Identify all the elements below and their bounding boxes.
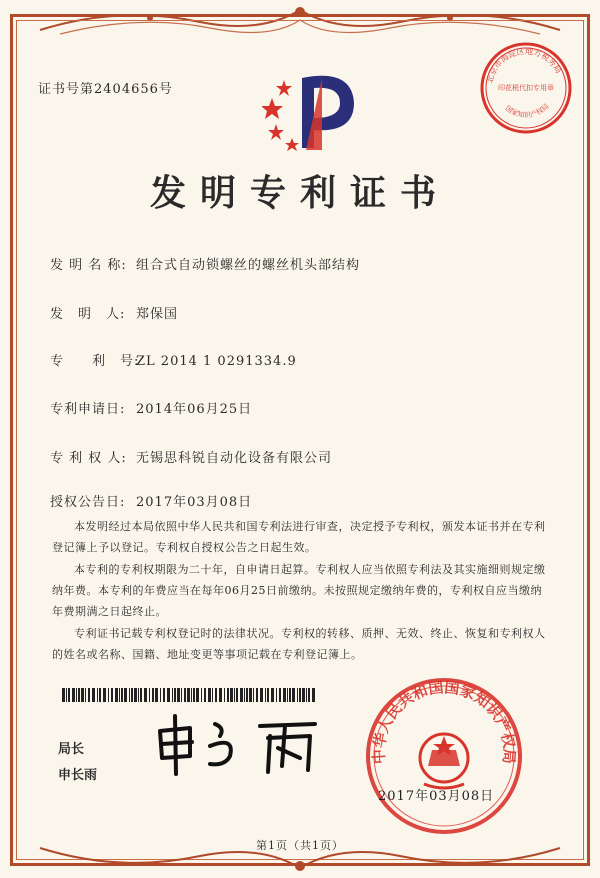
barcode-bar [140,688,142,702]
barcode-bar [66,688,67,702]
field-patentee [50,447,332,466]
barcode-bar [103,688,106,702]
field-label: 授权公告日: [50,495,126,510]
barcode-bar [152,688,154,702]
barcode-bar [306,688,307,702]
barcode-bar [212,688,213,702]
field-label: 专 利 号: [50,354,140,369]
tax-stamp-bottom-text: 国家知识产权局 [503,102,551,120]
barcode-bar [174,688,176,702]
barcode-bar [85,688,86,702]
barcode-bar [191,688,192,702]
barcode-bar [134,688,137,702]
paragraph-legal-status: 专利证书记载专利权登记时的法律状况。专利权的转移、质押、无效、终止、恢复和专利权人的姓名或名称、国籍、地址变更等事项记载在专利登记簿上。 [52,627,546,661]
barcode-bar [249,688,252,702]
barcode-bar [297,688,298,702]
barcode-bar [208,688,211,702]
field-value: 2014年06月25日 [136,402,253,417]
barcode-bar [302,688,305,702]
barcode-bar [155,688,158,702]
barcode-bar [129,688,130,702]
barcode-bar [283,688,286,702]
barcode-bar [72,688,75,702]
barcode-bar [99,688,101,702]
svg-text:国家知识产权局 [504,102,551,119]
barcode-bar [68,688,70,702]
seal-text: 中华人民共和国国家知识产权局 [369,678,519,765]
field-value: 组合式自动锁螺丝的螺丝机头部结构 [136,258,361,273]
field-application-date [50,398,252,417]
seal-date: 2017年03月08日 [378,789,495,804]
director-signature [150,706,330,780]
barcode-bar [160,688,161,702]
barcode-bar [308,688,310,702]
barcode-bar [312,688,315,702]
barcode-bar [81,688,84,702]
cnipa-logo-icon [262,58,362,158]
barcode-bar [253,688,254,702]
barcode-bar [108,688,109,702]
barcode-bar [163,688,165,702]
barcode-bar [240,688,243,702]
barcode-bar [224,688,225,702]
certificate-body [52,516,552,666]
barcode-bar [76,688,77,702]
barcode-bar [219,688,222,702]
field-value: 2017年03月08日 [136,495,253,510]
field-label: 发 明 名 称: [50,258,127,273]
barcode-bar [177,688,180,702]
barcode-bar [121,688,123,702]
director-title: 局长 [58,742,85,757]
barcode-bar [265,688,266,702]
barcode-bar [201,688,202,702]
barcode-bar [244,688,245,702]
barcode-bar [111,688,113,702]
barcode-bar [227,688,229,702]
office-seal [364,676,524,836]
barcode-bar [115,688,118,702]
barcode-bar [234,688,235,702]
page-footer: 第1页（共1页） [256,839,344,852]
barcode-bar [138,688,139,702]
barcode-bar [92,688,95,702]
barcode-bar [289,688,291,702]
barcode-bar [292,688,295,702]
tax-stamp-inner-text: 印花税代扣专用章 [498,84,554,92]
barcode-bar [144,688,147,702]
barcode-bar [167,688,170,702]
barcode-bar [172,688,173,702]
tax-stamp-seal [478,40,574,136]
barcode-bar [246,688,248,702]
barcode-bar [97,688,98,702]
paragraph-grant: 本发明经过本局依照中华人民共和国专利法进行审查，决定授予专利权，颁发本证书并在专利登记簿上予以登记。专利权自授权公告之日起生效。 [52,520,546,554]
field-patent-number [50,350,297,369]
barcode-bar [287,688,288,702]
director-name: 申长雨 [58,768,98,783]
barcode-bar [119,688,120,702]
barcode-bar [88,688,90,702]
barcode-bar [279,688,281,702]
barcode-bar [271,688,274,702]
field-label: 专 利 权 人: [50,451,127,466]
barcode-bar [236,688,238,702]
barcode-bar [215,688,217,702]
field-value: ZL 2014 1 0291334.9 [136,354,297,369]
field-grant-date [50,491,252,510]
barcode-bar [184,688,186,702]
certificate-title: 发明专利证书 [149,172,450,214]
barcode-bar [260,688,263,702]
barcode-bar [62,688,65,702]
barcode [62,688,318,702]
barcode-bar [299,688,301,702]
barcode-bar [131,688,133,702]
barcode-bar [181,688,182,702]
barcode-bar [193,688,195,702]
barcode-bar [276,688,277,702]
barcode-bar [256,688,258,702]
tax-stamp-outer-text: 北京市海淀区地方税务局 [485,46,564,85]
barcode-bar [196,688,199,702]
field-label: 专利申请日: [50,402,126,417]
field-invention-name [50,254,360,273]
barcode-bar [230,688,233,702]
field-label: 发 明 人: [50,307,126,322]
field-inventor [50,303,178,322]
paragraph-term: 本专利的专利权期限为二十年，自申请日起算。专利权人应当依照专利法及其实施细则规定缴纳年费。本专利的年费应当在每年06月25日前缴纳。未按照规定缴纳年费的，专利权自应当缴纳年费期满之日起终止。 [52,563,546,618]
barcode-bar [204,688,206,702]
barcode-bar [267,688,269,702]
barcode-bar [78,688,80,702]
barcode-bar [124,688,127,702]
barcode-bar [187,688,190,702]
barcode-bar [149,688,150,702]
field-value: 无锡思科锐自动化设备有限公司 [136,451,333,466]
field-value: 郑保国 [136,307,179,322]
certificate-number: 证书号第2404656号 [38,82,173,97]
